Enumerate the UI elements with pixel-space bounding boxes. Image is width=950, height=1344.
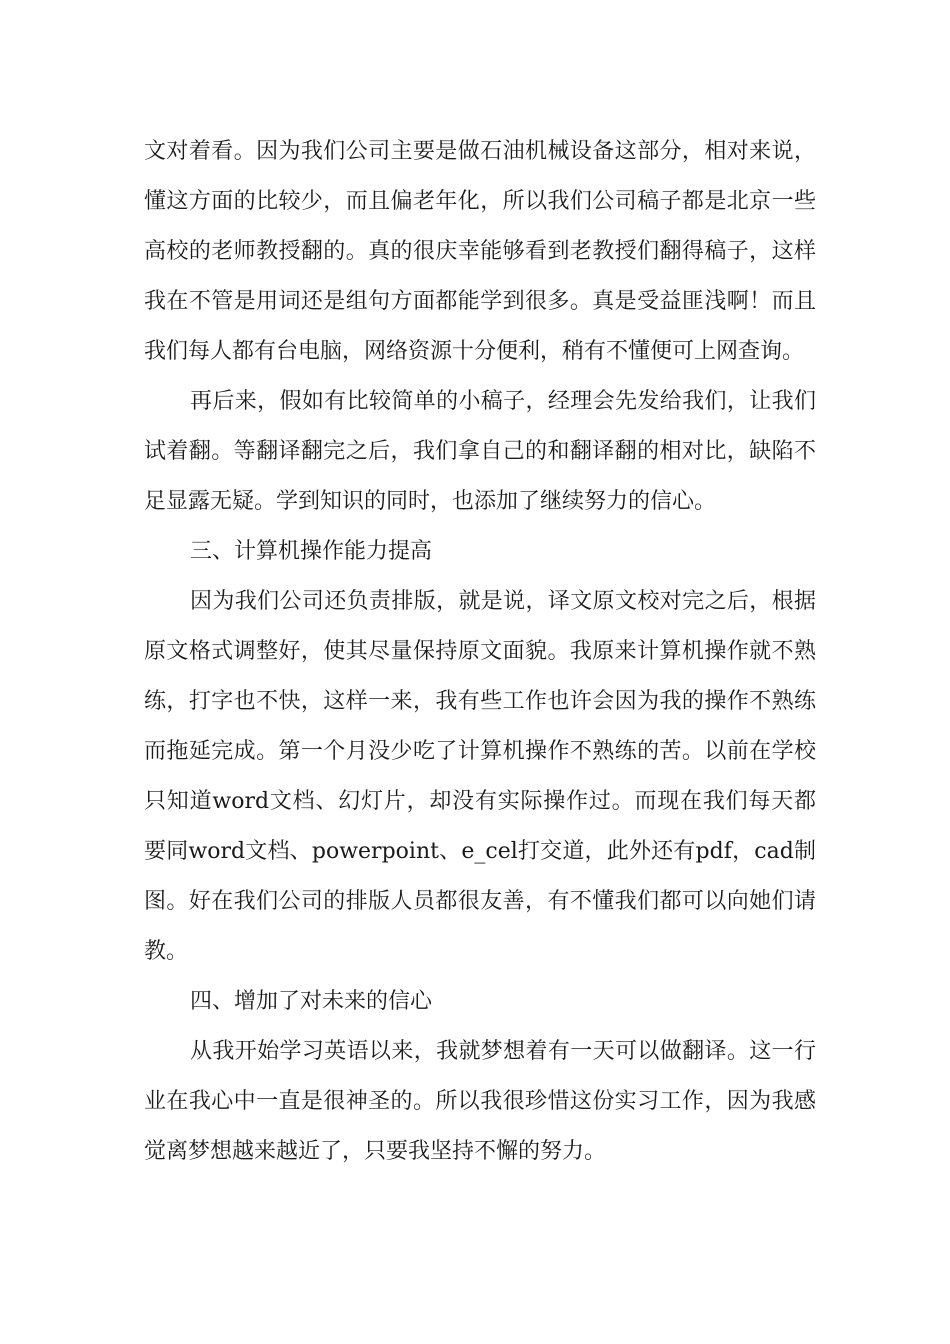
document-body	[144, 127, 816, 1177]
section-heading-computer-skills: 三、计算机操作能力提高	[190, 539, 433, 564]
paragraph-translation-dream: 从我开始学习英语以来，我就梦想着有一天可以做翻译。这一行业在我心中一直是很神圣的。所以我很珍惜这份实习工作，因为我感觉离梦想越来越近了，只要我坚持不懈的努力。	[144, 1039, 816, 1164]
paragraph-continuation: 文对着看。因为我们公司主要是做石油机械设备这部分，相对来说，懂这方面的比较少，而且偏老年化，所以我们公司稿子都是北京一些高校的老师教授翻的。真的很庆幸能够看到老教授们翻得稿子，这样我在不管是用词还是组句方面都能学到很多。真是受益匪浅啊！而且我们每人都有台电脑，网络资源十分便利，稍有不懂便可上网查询。	[144, 139, 816, 364]
section-heading-future-confidence: 四、增加了对未来的信心	[190, 989, 433, 1014]
paragraph-small-drafts: 再后来，假如有比较简单的小稿子，经理会先发给我们，让我们试着翻。等翻译翻完之后，我们拿自己的和翻译翻的相对比，缺陷不足显露无疑。学到知识的同时，也添加了继续努力的信心。	[144, 389, 816, 514]
paragraph-typesetting: 因为我们公司还负责排版，就是说，译文原文校对完之后，根据原文格式调整好，使其尽量保持原文面貌。我原来计算机操作就不熟练，打字也不快，这样一来，我有些工作也许会因为我的操作不熟练而拖延完成。第一个月没少吃了计算机操作不熟练的苦。以前在学校只知道word文档、幻灯片，却没有实际操作过。而现在我们每天都要同word文档、powerpoint、e_cel打交道，此外还有pdf，cad制图。好在我们公司的排版人员都很友善，有不懂我们都可以向她们请教。	[144, 589, 816, 964]
